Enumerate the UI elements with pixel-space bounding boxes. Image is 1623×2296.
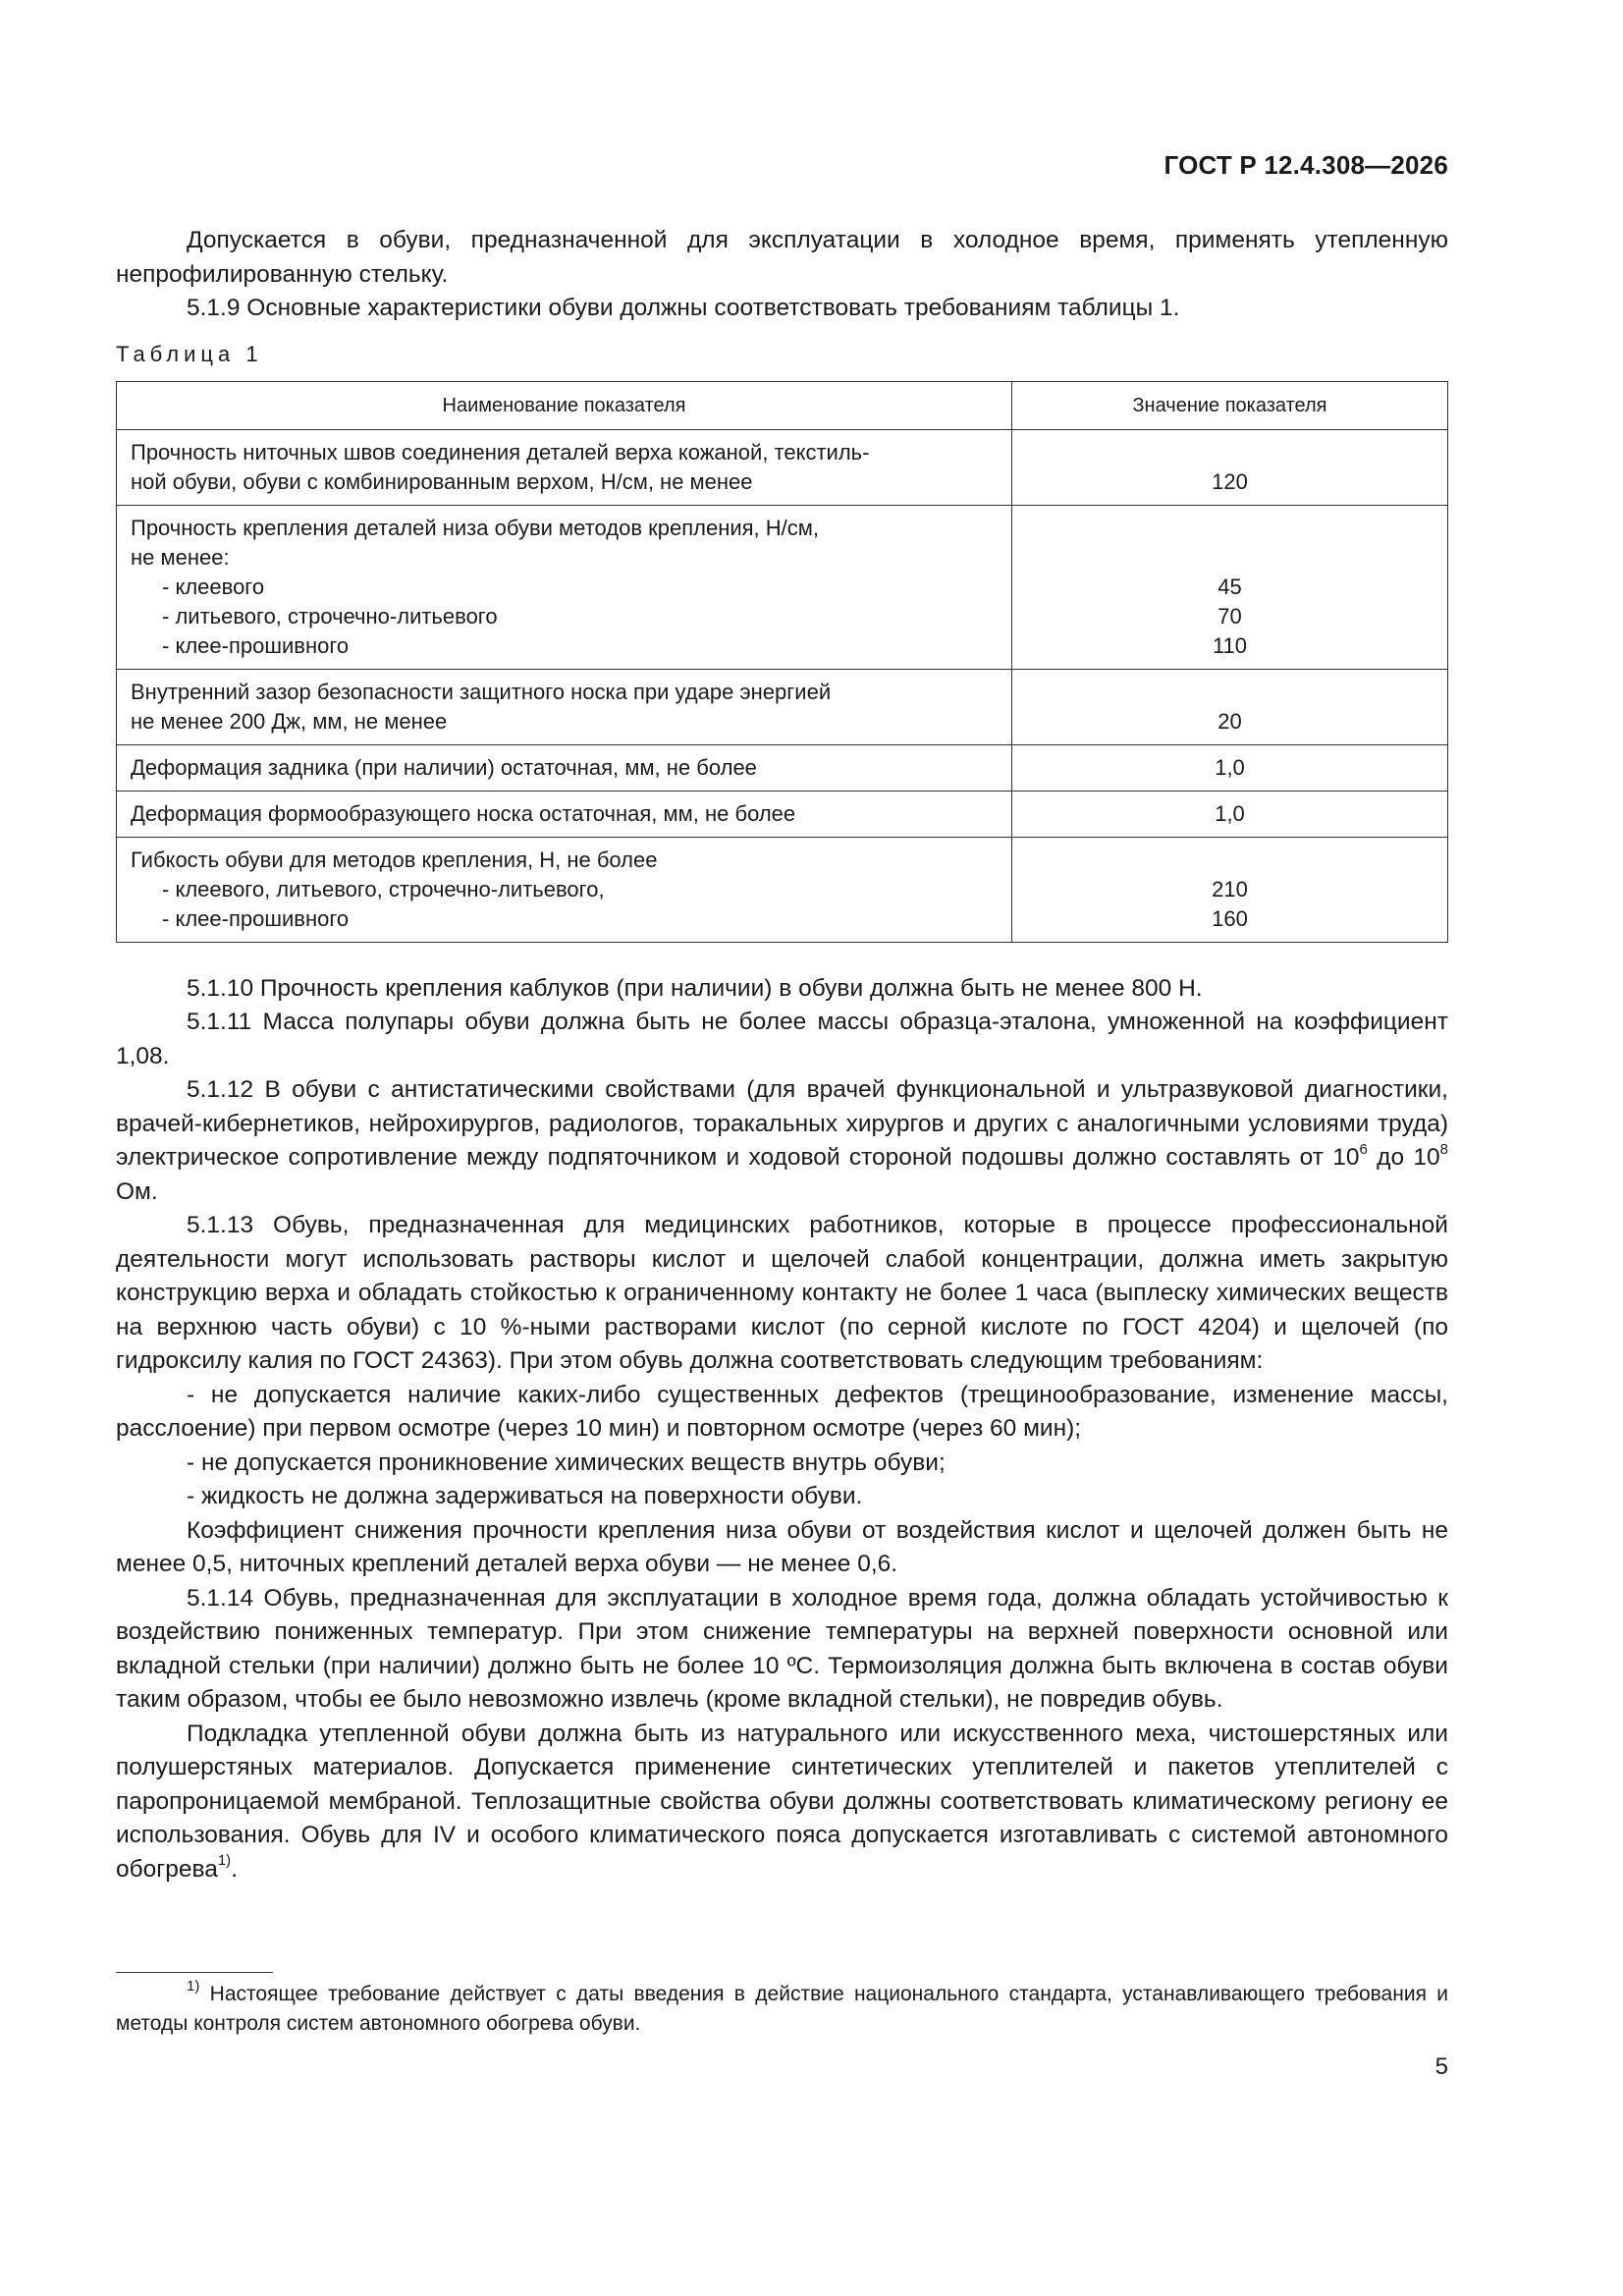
- row-value-line: 45: [1217, 574, 1242, 599]
- row-value-line: 1,0: [1215, 754, 1245, 780]
- paragraph-coefficient: Коэффициент снижения прочности крепления низа обуви от воздействия кислот и щелочей должен быть не менее 0,5, ниточных креплений деталей верха обуви — не менее 0,6.: [116, 1516, 1448, 1577]
- document-id: ГОСТ Р 12.4.308—2026: [1163, 150, 1448, 180]
- row-name: [117, 837, 1012, 942]
- exponent: 8: [1439, 1140, 1448, 1158]
- paragraph-5-1-11: 5.1.11 Масса полупары обуви должна быть не более массы образца-эталона, умноженной на коэффициент 1,08.: [116, 1009, 1448, 1069]
- footnote-text: Настоящее требование действует с даты введения в действие национального стандарта, устанавливающего требования и методы контроля систем автономного обогрева обуви.: [116, 1983, 1448, 2035]
- row-name: [117, 669, 1012, 744]
- exponent: 6: [1359, 1140, 1368, 1158]
- row-name-line: Гибкость обуви для методов крепления, Н, не более: [131, 847, 658, 872]
- p-5-1-12-text-b: до 10: [1367, 1144, 1440, 1171]
- table-caption: Таблица 1: [116, 341, 263, 366]
- lining-end: .: [231, 1855, 238, 1883]
- row-value: [1012, 669, 1448, 744]
- row-name-line: Прочность крепления деталей низа обуви методов крепления, Н/см,: [131, 515, 820, 540]
- row-name-line: Внутренний зазор безопасности защитного носка при ударе энергией: [131, 679, 832, 704]
- list-item: - жидкость не должна задерживаться на поверхности обуви.: [187, 1483, 863, 1509]
- table-row: [117, 837, 1448, 942]
- table-row: [117, 429, 1448, 505]
- row-name: [117, 429, 1012, 505]
- row-name-line: Прочность ниточных швов соединения деталей верха кожаной, текстиль-: [131, 439, 870, 465]
- row-name-line: ной обуви, обуви с комбинированным верхом, Н/см, не менее: [131, 468, 753, 494]
- paragraph-insole: Допускается в обуви, предназначенной для эксплуатации в холодное время, применять утепленную непрофилированную стельку.: [116, 227, 1448, 288]
- paragraph-5-1-14: 5.1.14 Обувь, предназначенная для эксплуатации в холодное время года, должна обладать устойчивостью к воздействию пониженных температур. При этом снижение температуры на верхней поверхности основной или вкладной стельки (при наличии) должно быть не более 10 ºС. Термоизоляция должна быть включена в состав обуви таким образом, чтобы ее было невозможно извлечь (кроме вкладной стельки), не повредив обувь.: [116, 1584, 1448, 1713]
- row-sub-item: - литьевого, строчечно-литьевого: [131, 602, 998, 631]
- footnote-ref: 1): [217, 1852, 232, 1870]
- row-value-line: 20: [1217, 708, 1242, 734]
- footnote-mark: 1): [187, 1978, 200, 1995]
- row-name-line: Деформация задника (при наличии) остаточная, мм, не более: [131, 754, 757, 780]
- p-5-1-12-text-c: Ом.: [116, 1177, 158, 1205]
- row-name: [117, 505, 1012, 669]
- header-name: Наименование показателя: [117, 381, 1012, 429]
- row-value: [1012, 429, 1448, 505]
- row-name: [117, 791, 1012, 837]
- row-sub-item: - клее-прошивного: [131, 631, 998, 661]
- body-text: [116, 972, 1448, 1887]
- row-value-line: 1,0: [1215, 800, 1245, 826]
- paragraph-lining: [116, 1718, 1448, 1887]
- paragraph-5-1-12: [116, 1073, 1448, 1209]
- row-sub-item: - клеевого, литьевого, строчечно-литьевого,: [131, 875, 998, 904]
- row-value: [1012, 837, 1448, 942]
- row-value: [1012, 791, 1448, 837]
- header-value: Значение показателя: [1012, 381, 1448, 429]
- row-value-line: 120: [1212, 468, 1248, 494]
- paragraph-5-1-10: 5.1.10 Прочность крепления каблуков (при наличии) в обуви должна быть не менее 800 Н.: [187, 974, 1203, 1002]
- table-row: [117, 791, 1448, 837]
- list-item: - не допускается проникновение химических веществ внутрь обуви;: [187, 1449, 946, 1476]
- footnote: [116, 1980, 1448, 2039]
- table-row: [117, 505, 1448, 669]
- table-row: [117, 744, 1448, 791]
- main-content: [116, 224, 1448, 1886]
- table-header-row: [117, 381, 1448, 429]
- row-value-line: 110: [1212, 632, 1248, 658]
- characteristics-table: [116, 381, 1448, 943]
- table-row: [117, 669, 1448, 744]
- paragraph-5-1-9: 5.1.9 Основные характеристики обуви должны соответствовать требованиям таблицы 1.: [187, 295, 1180, 321]
- row-value-line: 210: [1212, 876, 1248, 902]
- row-value: [1012, 744, 1448, 791]
- p-5-1-12-text-a: 5.1.12 В обуви с антистатическими свойствами (для врачей функциональной и ультразвуковой диагностики, врачей-кибернетиков, нейрохирургов, радиологов, торакальных хирургов и других с аналогичными условиями труда) электрическое сопротивление между подпяточником и ходовой стороной подошвы должно составлять от 10: [116, 1076, 1448, 1171]
- list-item: - не допускается наличие каких-либо существенных дефектов (трещинообразование, изменение массы, расслоение) при первом осмотре (через 10 мин) и повторном осмотре (через 60 мин);: [116, 1381, 1448, 1442]
- row-name-line: Деформация формообразующего носка остаточная, мм, не более: [131, 800, 796, 826]
- row-value-line: 160: [1212, 905, 1248, 931]
- row-name: [117, 744, 1012, 791]
- paragraph-5-1-13: 5.1.13 Обувь, предназначенная для медицинских работников, которые в процессе профессиональной деятельности могут использовать растворы кислот и щелочей слабой концентрации, должна иметь закрытую конструкцию верха и обладать стойкостью к ограниченному контакту не более 1 часа (выплеску химических веществ на верхнюю часть обуви) с 10 %-ными растворами кислот (по серной кислоте по ГОСТ 4204) и щелочей (по гидроксилу калия по ГОСТ 24363). При этом обувь должна соответствовать следующим требованиям:: [116, 1212, 1448, 1374]
- row-sub-item: - клее-прошивного: [131, 904, 998, 934]
- row-name-line: не менее 200 Дж, мм, не менее: [131, 708, 448, 734]
- footnote-divider: [116, 1972, 273, 1973]
- row-value: [1012, 505, 1448, 669]
- row-sub-item: - клеевого: [131, 573, 998, 602]
- page-number: 5: [1434, 2053, 1448, 2080]
- lining-text: Подкладка утепленной обуви должна быть из натурального или искусственного меха, чистошерстяных или полушерстяных материалов. Допускается применение синтетических утеплителей и пакетов утеплителей с паропроницаемой мембраной. Теплозащитные свойства обуви должны соответствовать климатическому региону ее использования. Обувь для IV и особого климатического пояса допускается изготавливать с системой автономного обогрева: [116, 1720, 1448, 1883]
- row-name-line: не менее:: [131, 544, 230, 570]
- row-value-line: 70: [1217, 603, 1242, 629]
